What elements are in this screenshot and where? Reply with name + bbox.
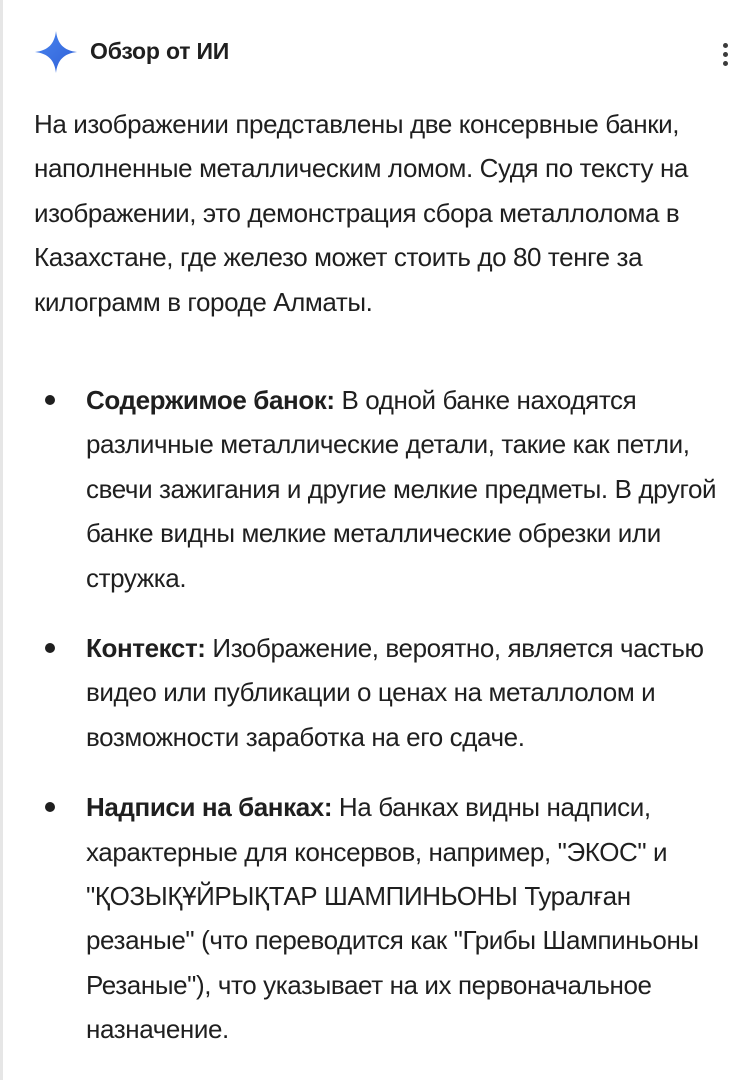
bullet-item-contents (0, 378, 726, 600)
ai-overview-title: Обзор от ИИ (90, 38, 230, 64)
bullet-dot (45, 802, 55, 812)
more-vert-icon[interactable] (712, 34, 740, 74)
bullet-text: В одной банке находятся различные металлические детали, такие как петли, свечи зажигания и другие мелкие предметы. В другой банке видны мелкие металлические обрезки или стружка. (86, 385, 717, 593)
bullet-item-labels (0, 785, 726, 1051)
bullet-item-context (0, 626, 726, 759)
bullet-label: Содержимое банок: (86, 385, 335, 415)
overview-intro-text: На изображении представлены две консервные банки, наполненные металлическим ломом. Судя по тексту на изображении, это демонстрация сбора металлолома в Казахстане, где железо может стоить до 80 тенге за килограмм в городе Алматы. (34, 109, 688, 317)
bullet-text: Изображение, вероятно, является частью видео или публикации о ценах на металлолом и возможности заработка на его сдаче. (86, 633, 704, 752)
sparkle-icon (34, 30, 78, 74)
bullet-label: Контекст: (86, 633, 206, 664)
bullet-dot (45, 643, 55, 653)
bullet-dot (45, 395, 55, 405)
ai-overview-header (0, 0, 754, 100)
bullet-text: На банках видны надписи, характерные для консервов, например, "ЭКОС" и "ҚОЗЫҚҰЙРЫҚТАР ШАМПИНЬОНЫ Туралған резаные" (что переводится как "Грибы Шампиньоны Резаные"), что указывает на их первоначальное назначение. (86, 792, 699, 1045)
bullet-label: Надписи на банках: (86, 792, 333, 823)
overview-bullet-list (0, 378, 754, 1078)
